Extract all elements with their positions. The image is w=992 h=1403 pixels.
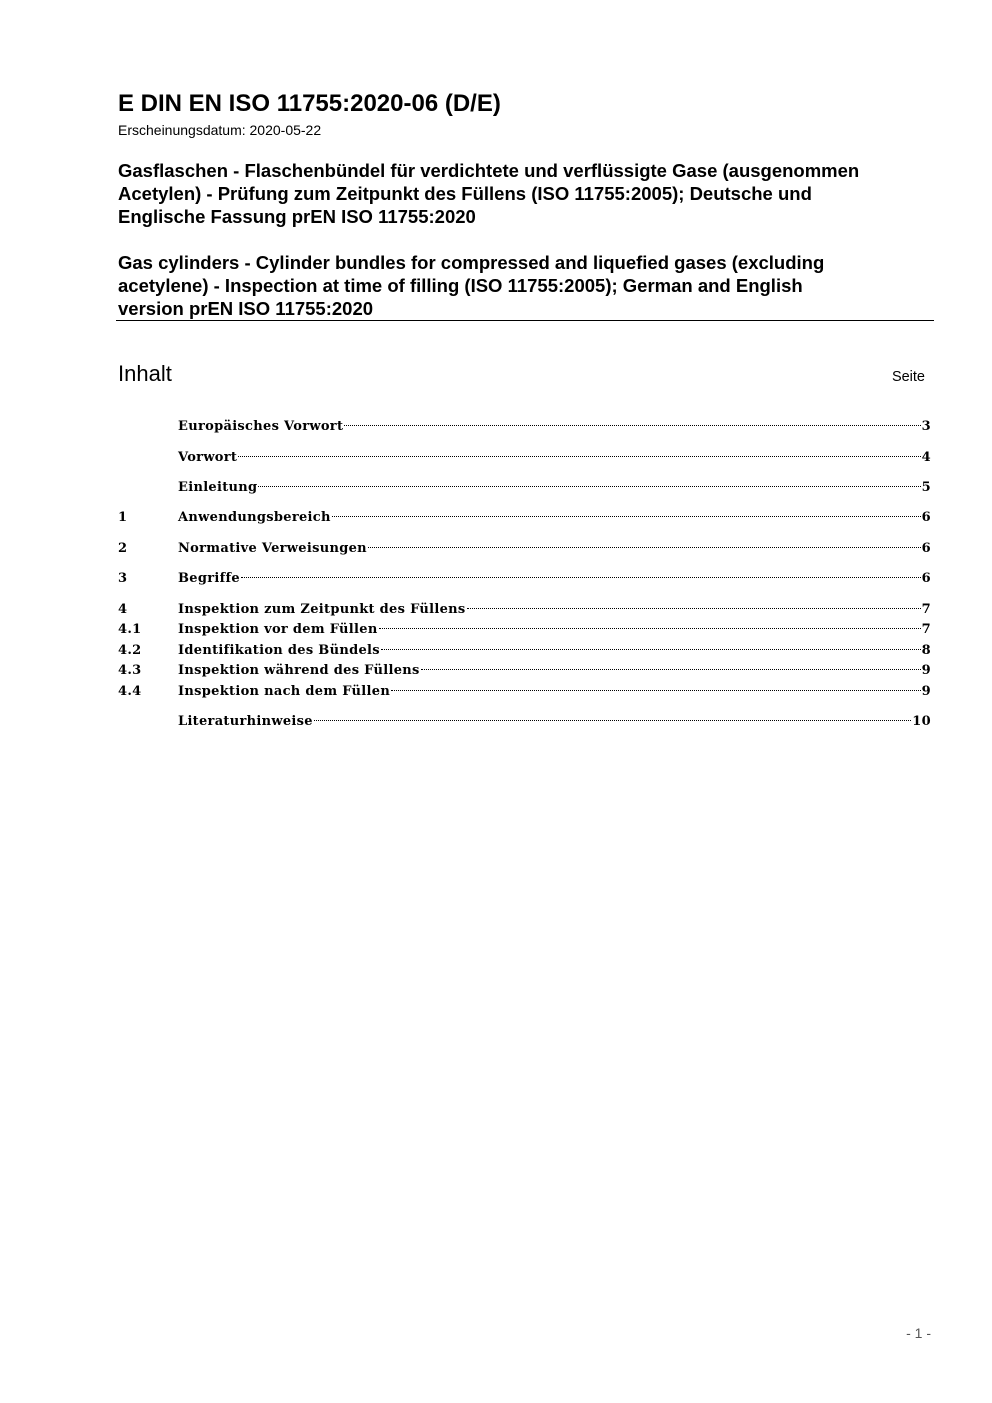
toc-dot-leader <box>467 608 921 609</box>
toc-entry-number: 4.2 <box>118 643 142 658</box>
title-german-line: Acetylen) - Prüfung zum Zeitpunkt des Füllens (ISO 11755:2005); Deutsche und <box>118 183 812 204</box>
toc-entry-label: Literaturhinweise <box>178 714 313 729</box>
toc-dot-leader <box>238 456 920 457</box>
toc-page-column-label: Seite <box>891 369 925 385</box>
toc-dot-leader <box>368 547 921 548</box>
toc-heading: Inhalt <box>118 361 172 386</box>
toc-entry-label: Europäisches Vorwort <box>178 419 344 434</box>
toc-entry[interactable] <box>118 418 931 436</box>
toc-entry[interactable] <box>118 449 931 467</box>
toc-entry-page: 6 <box>921 571 931 586</box>
toc-entry-page: 4 <box>921 450 931 465</box>
toc-dot-leader <box>332 516 921 517</box>
toc-entry-label: Vorwort <box>178 450 238 465</box>
toc-entry[interactable] <box>118 570 931 588</box>
toc-entry-number: 1 <box>118 510 128 525</box>
toc-entry-label: Normative Verweisungen <box>178 541 367 556</box>
publication-date: Erscheinungsdatum: 2020-05-22 <box>118 122 322 138</box>
toc-entry-page: 6 <box>921 541 931 556</box>
toc-entry[interactable] <box>118 713 931 731</box>
toc-entry-label: Begriffe <box>178 571 240 586</box>
title-english <box>118 251 933 320</box>
toc-dot-leader <box>379 628 921 629</box>
toc-entry-number: 4 <box>118 602 128 617</box>
toc-entry[interactable] <box>118 662 931 680</box>
toc-entry[interactable] <box>118 683 931 701</box>
toc-entry-number: 2 <box>118 541 128 556</box>
toc-entry-number: 3 <box>118 571 128 586</box>
toc-entry[interactable] <box>118 509 931 527</box>
title-german-line: Englische Fassung prEN ISO 11755:2020 <box>118 206 476 227</box>
toc-entry-page: 10 <box>912 714 931 729</box>
toc-entry-number: 4.1 <box>118 622 142 637</box>
toc-dot-leader <box>421 669 921 670</box>
toc-entry-page: 9 <box>921 663 931 678</box>
toc-entry-label: Inspektion während des Füllens <box>178 663 420 678</box>
toc-entry[interactable] <box>118 621 931 639</box>
title-german-line: Gasflaschen - Flaschenbündel für verdichtete und verflüssigte Gase (ausgenommen <box>118 160 860 181</box>
toc-entry-page: 5 <box>921 480 931 495</box>
toc-dot-leader <box>314 720 911 721</box>
toc-dot-leader <box>391 690 921 691</box>
title-english-line: Gas cylinders - Cylinder bundles for compressed and liquefied gases (excluding <box>118 252 825 273</box>
toc-entry-page: 6 <box>921 510 931 525</box>
toc-entry-number: 4.4 <box>118 684 142 699</box>
toc-entry-page: 7 <box>921 622 931 637</box>
title-english-line: version prEN ISO 11755:2020 <box>118 298 374 319</box>
toc-entry-page: 8 <box>921 643 931 658</box>
toc-entry-label: Inspektion zum Zeitpunkt des Füllens <box>178 602 466 617</box>
toc-dot-leader <box>344 425 920 426</box>
title-english-line: acetylene) - Inspection at time of filling (ISO 11755:2005); German and English <box>118 275 803 296</box>
toc-entry-label: Inspektion nach dem Füllen <box>178 684 391 699</box>
toc-entry[interactable] <box>118 601 931 619</box>
toc-entry-page: 3 <box>921 419 931 434</box>
toc-dot-leader <box>241 577 921 578</box>
toc-entry[interactable] <box>118 479 931 497</box>
toc-entry-label: Anwendungsbereich <box>178 510 331 525</box>
toc-entry-number: 4.3 <box>118 663 142 678</box>
document-id: E DIN EN ISO 11755:2020-06 (D/E) <box>118 90 501 117</box>
toc-entry-label: Identifikation des Bündels <box>178 643 380 658</box>
toc-entry-label: Einleitung <box>178 480 258 495</box>
title-divider <box>116 320 934 321</box>
toc-entry-page: 9 <box>921 684 931 699</box>
toc-dot-leader <box>258 486 920 487</box>
title-german <box>118 159 933 228</box>
toc-entry-label: Inspektion vor dem Füllen <box>178 622 378 637</box>
footer-page-number: - 1 - <box>906 1325 931 1341</box>
toc-entry-page: 7 <box>921 602 931 617</box>
toc-entry[interactable] <box>118 540 931 558</box>
toc-dot-leader <box>381 649 921 650</box>
toc-entry[interactable] <box>118 642 931 660</box>
